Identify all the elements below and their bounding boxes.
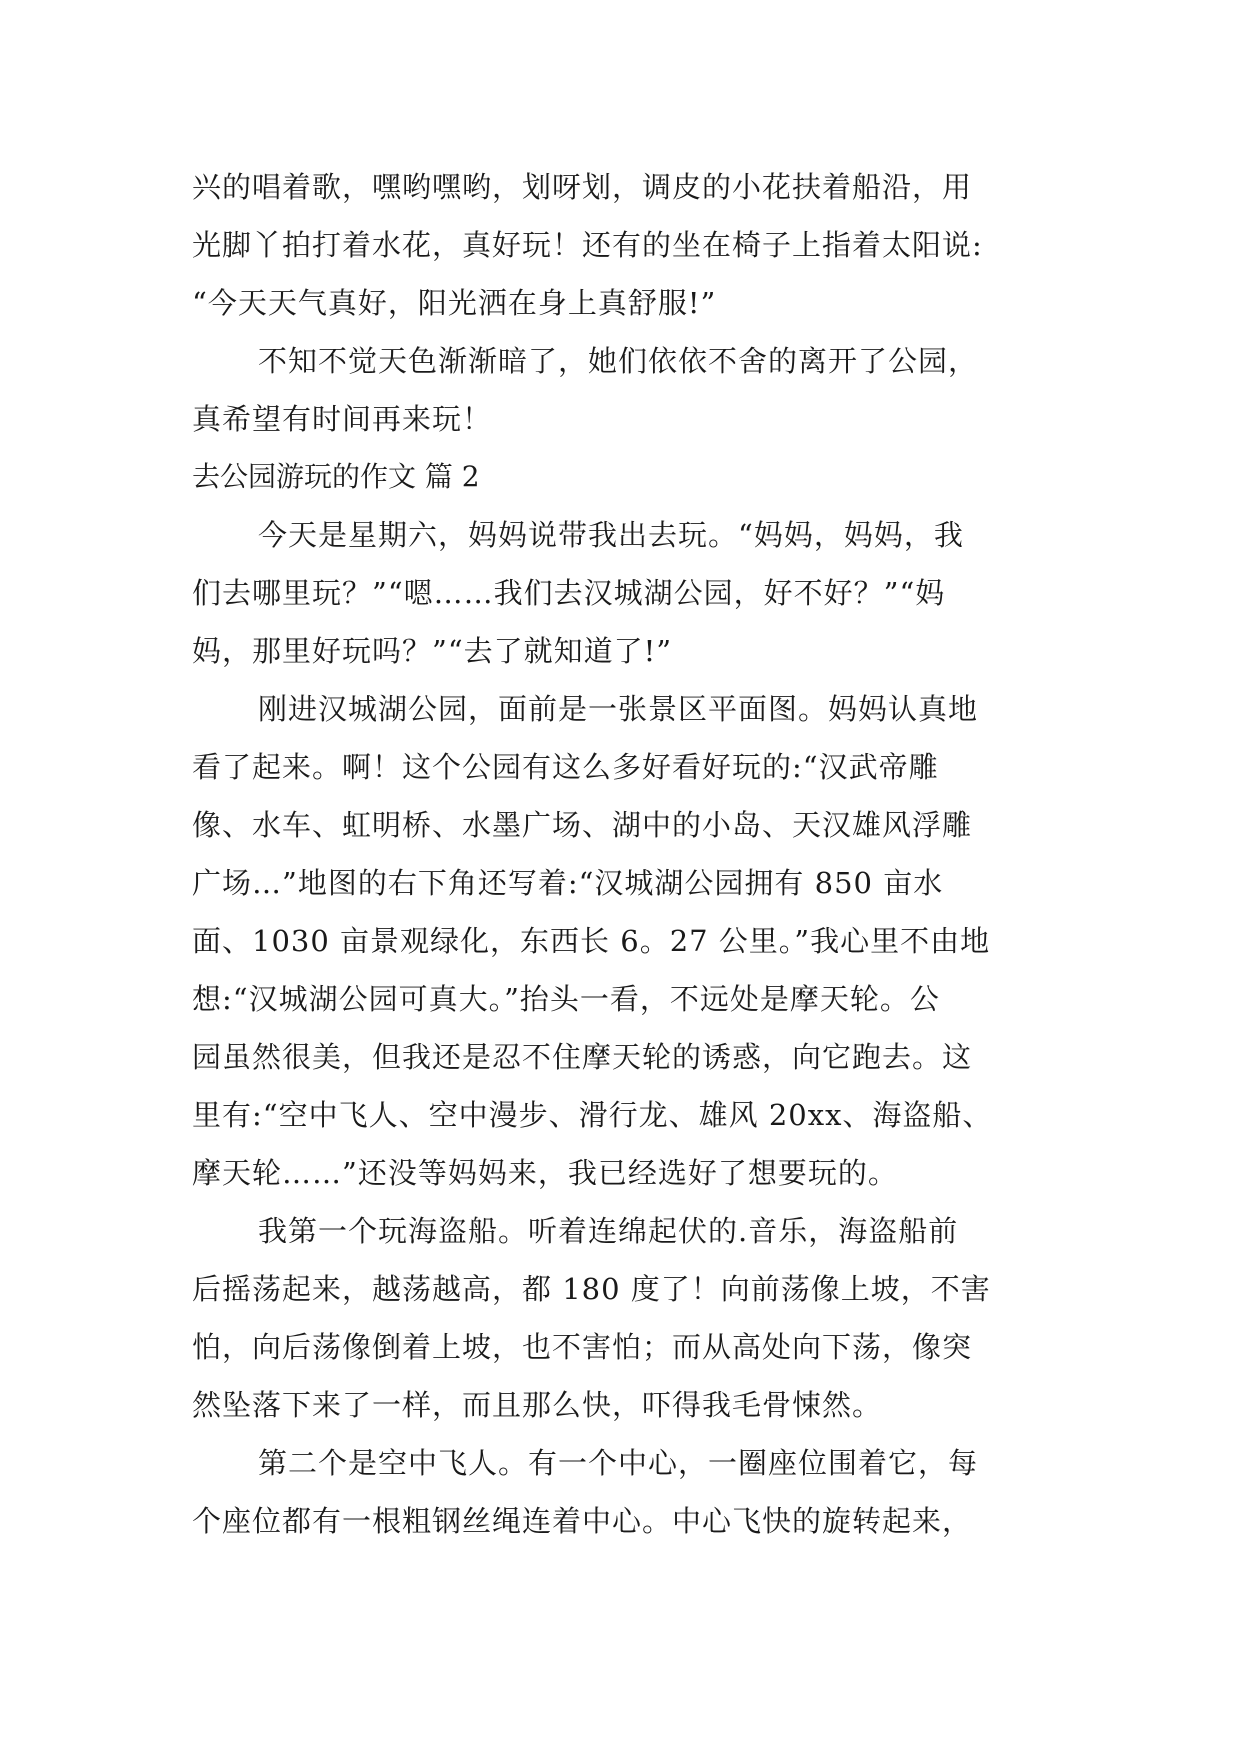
text-line: 妈，那里好玩吗？”“去了就知道了!” <box>192 634 673 668</box>
text-line: 摩天轮……”还没等妈妈来，我已经选好了想要玩的。 <box>192 1156 898 1190</box>
text-line: 后摇荡起来，越荡越高，都 180 度了！向前荡像上坡，不害 <box>192 1272 991 1306</box>
paragraph-start: 不知不觉天色渐渐暗了，她们依依不舍的离开了公园， <box>258 344 979 378</box>
text-line: 们去哪里玩？”“嗯……我们去汉城湖公园，好不好？”“妈 <box>192 576 946 610</box>
paragraph-start: 今天是星期六，妈妈说带我出去玩。“妈妈，妈妈，我 <box>258 518 964 552</box>
text-line: 想:“汉城湖公园可真大。”抬头一看，不远处是摩天轮。公 <box>192 982 940 1016</box>
text-line: 个座位都有一根粗钢丝绳连着中心。中心飞快的旋转起来， <box>192 1504 973 1538</box>
text-line: 园虽然很美，但我还是忍不住摩天轮的诱惑，向它跑去。这 <box>192 1040 973 1074</box>
paragraph-start: 我第一个玩海盗船。听着连绵起伏的.音乐，海盗船前 <box>258 1214 959 1248</box>
text-line: 怕，向后荡像倒着上坡，也不害怕；而从高处向下荡，像突 <box>192 1330 973 1364</box>
text-line: 然坠落下来了一样，而且那么快，吓得我毛骨悚然。 <box>192 1388 883 1422</box>
text-line: “今天天气真好，阳光洒在身上真舒服!” <box>192 286 717 320</box>
text-line: 看了起来。啊！这个公园有这么多好看好玩的:“汉武帝雕 <box>192 750 939 784</box>
text-line: 光脚丫拍打着水花，真好玩！还有的坐在椅子上指着太阳说: <box>192 228 983 262</box>
paragraph-start: 第二个是空中飞人。有一个中心，一圈座位围着它，每 <box>258 1446 979 1480</box>
paragraph-start: 刚进汉城湖公园，面前是一张景区平面图。妈妈认真地 <box>258 692 979 726</box>
section-heading: 去公园游玩的作文 篇 2 <box>192 460 480 493</box>
document-body <box>192 158 1062 1550</box>
text-line: 兴的唱着歌，嘿哟嘿哟，划呀划，调皮的小花扶着船沿，用 <box>192 170 973 204</box>
text-line: 真希望有时间再来玩！ <box>192 402 493 436</box>
text-line: 像、水车、虹明桥、水墨广场、湖中的小岛、天汉雄风浮雕 <box>192 808 973 842</box>
text-line: 里有:“空中飞人、空中漫步、滑行龙、雄风 20xx、海盗船、 <box>192 1098 993 1132</box>
text-line: 广场…”地图的右下角还写着:“汉城湖公园拥有 850 亩水 <box>192 866 944 900</box>
text-line: 面、1030 亩景观绿化，东西长 6。27 公里。”我心里不由地 <box>192 924 991 958</box>
